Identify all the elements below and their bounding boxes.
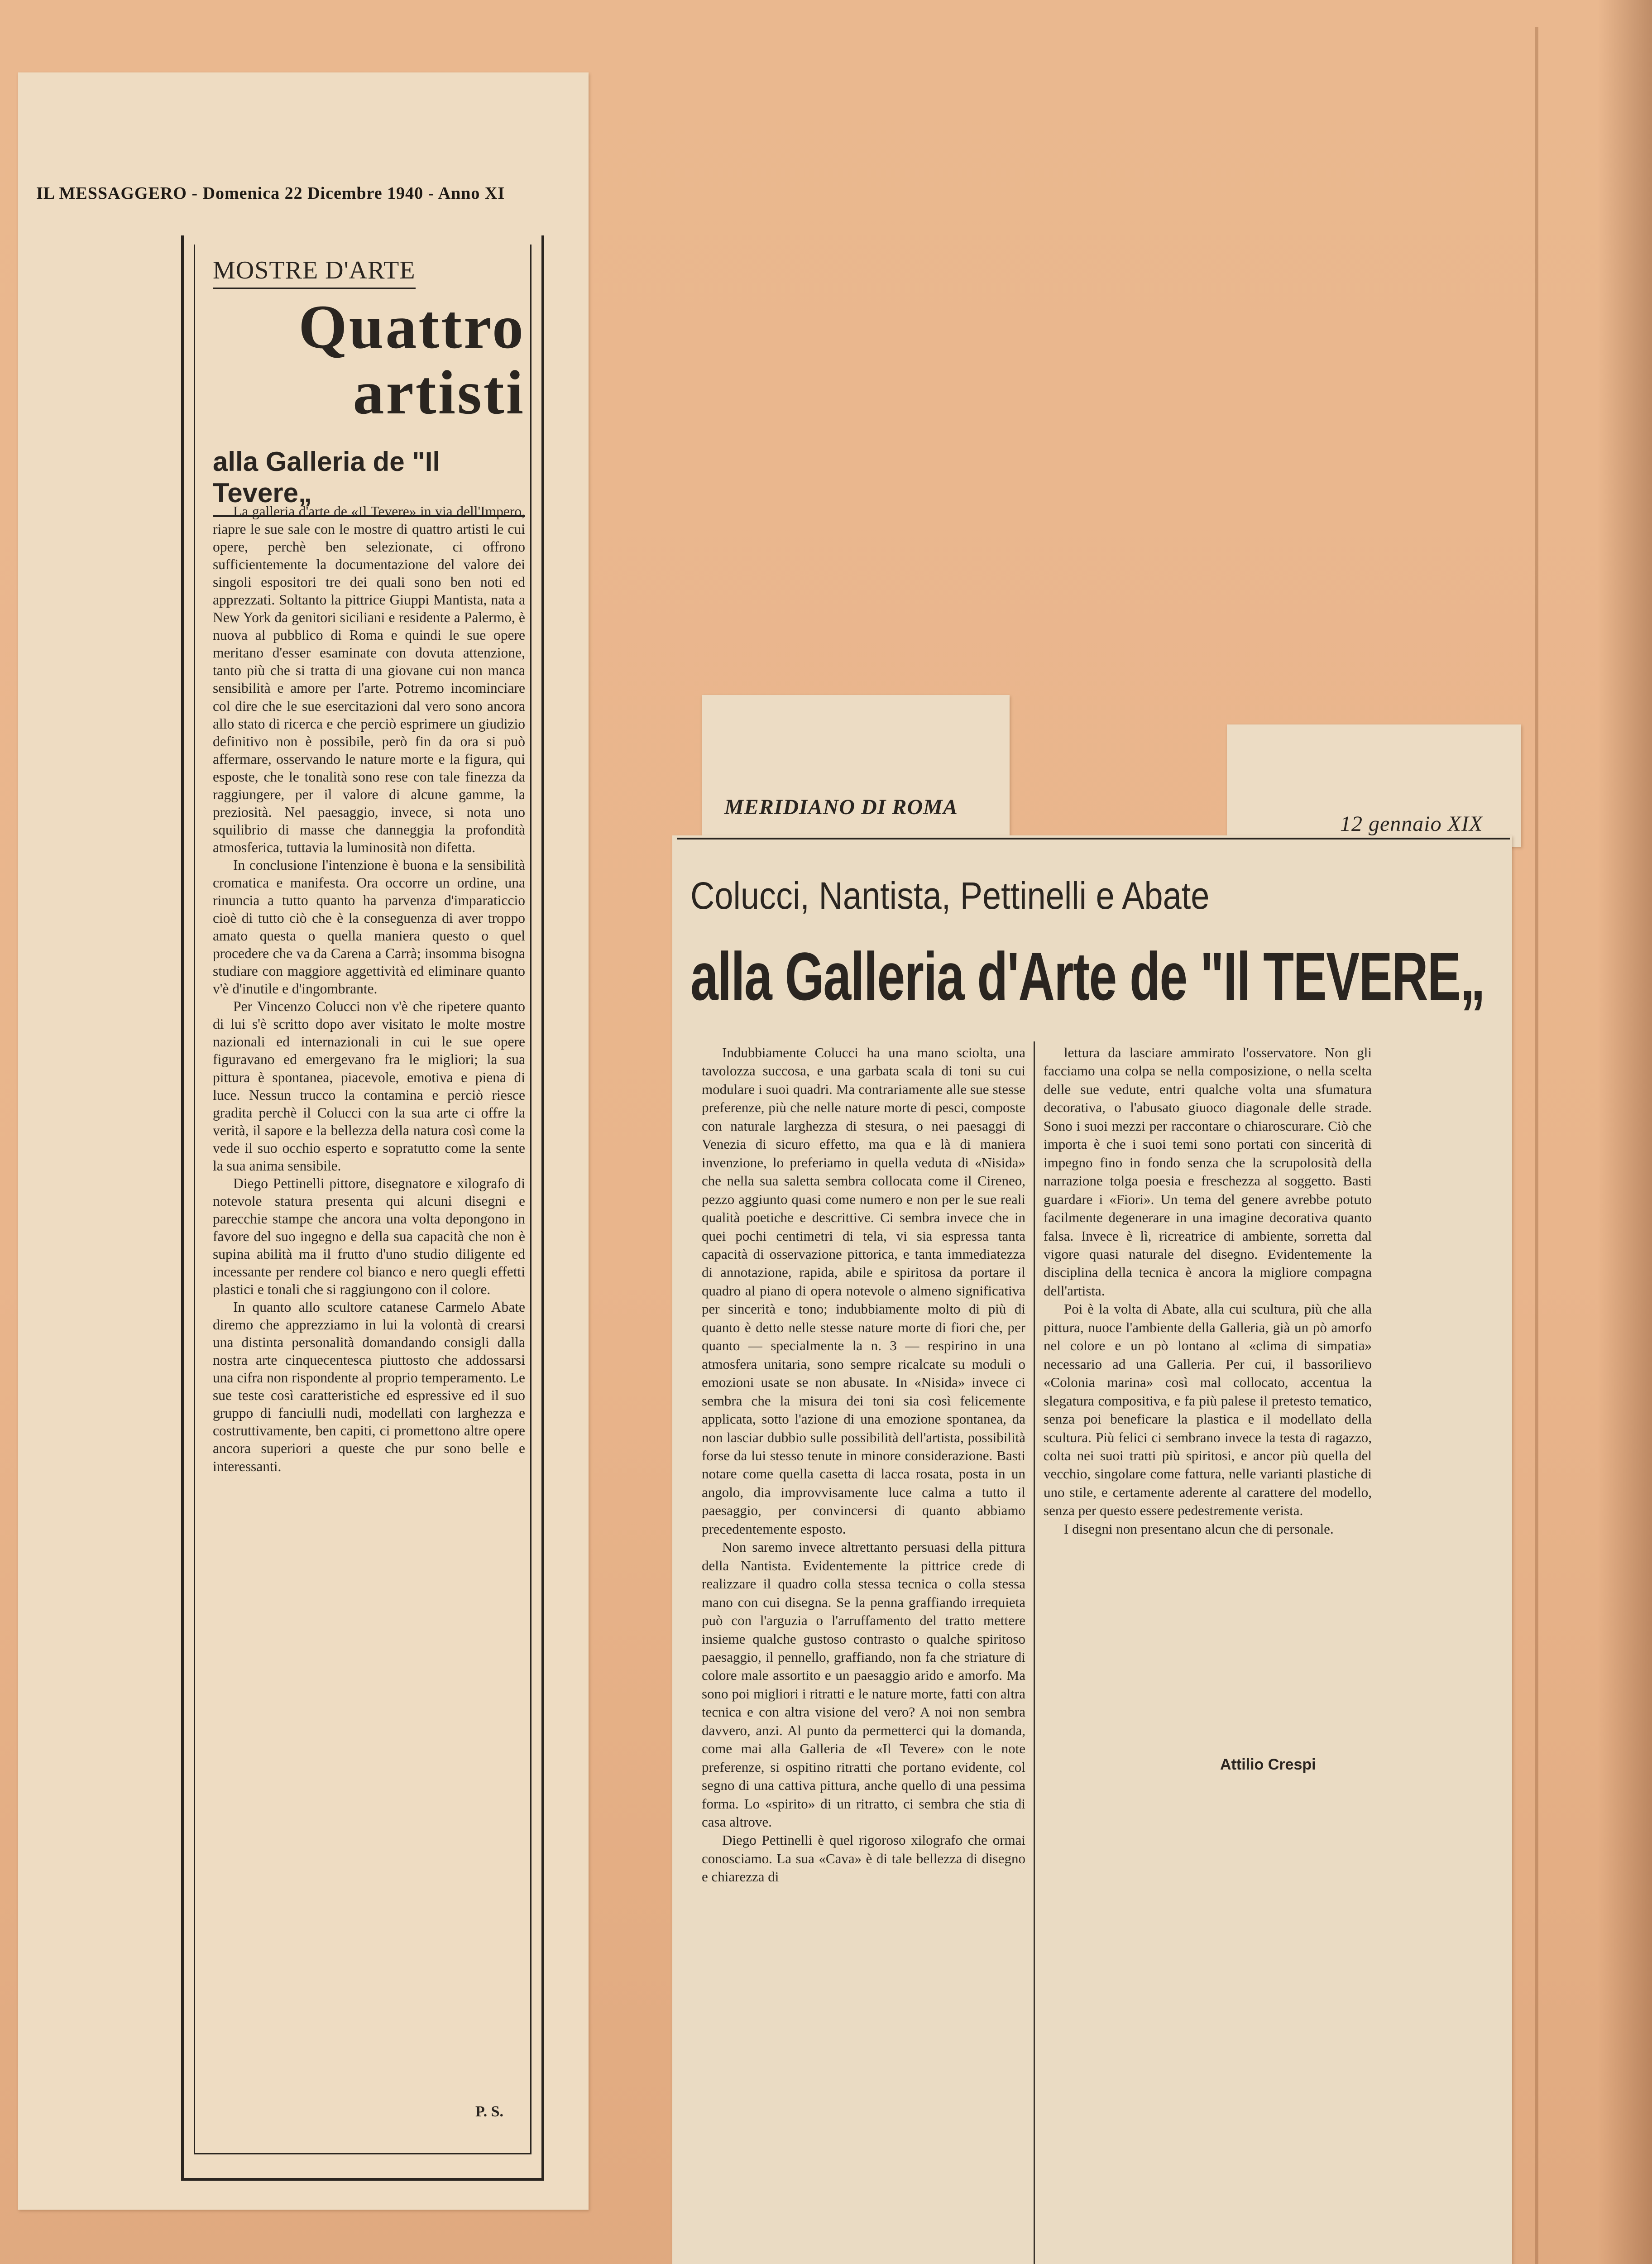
paragraph: Diego Pettinelli è quel rigoroso xilografo che ormai conosciamo. La sua «Cava» è di tale bellezza di disegno e chiarezza di (702, 1832, 1025, 1885)
paragraph: Indubbiamente Colucci ha una mano sciolta, una tavolozza succosa, e una garbata scala di toni su cui modulare i suoi quadri. Ma contrariamente alle sue stesse preferenze, più che nelle nature morte di pesci, composte con naturale larghezza di stesura, o nei paesaggi di Venezia di sicuro effetto, ma qua e là di maniera invenzione, lo preferiamo in quella veduta di «Nisida» che nella sua saletta sembra collocata come il Cireneo, pezzo aggiunto quasi come numero e non per le sue reali qualità poetiche e descrittive. Ci sembra invece che in quei pochi centimetri di tela, vi sia espressa tanta capacità di osservazione pittorica, e tanta immediatezza di annotazione, rapida, abile e spiritosa da portare il quadro al piano di opera notevole o almeno significativa per sincerità e tono; indubbiamente molto di più di quanto è detto nelle stesse nature morte di fiori che, per quanto — specialmente la n. 3 — respirino in una atmosfera unitaria, sono sempre ricalcate su moduli o emozioni usate se non abusate. In «Nisida» invece ci sembra che la misura dei toni sia così felicemente applicata, sotto l'azione di una emozione spontanea, da non lasciar dubbio sulle possibilità dell'artista, possibilità forse da lui stesso tenute in minore considerazione. Basti notare come quella casetta di lacca rosata, posta in un angolo, dia improvvisamente luce calma a tutto il paesaggio, per convincersi di quanto abbiamo precedentemente esposto. (702, 1045, 1025, 1537)
subheadline: alla Galleria de "Il Tevere„ (213, 446, 525, 517)
paragraph: Non saremo invece altrettanto persuasi della pittura della Nantista. Evidentemente la pittrice crede di realizzare il quadro colla stessa tecnica o colla stessa mano con cui disegna. Se la penna graffiando irrequieta può con l'arguzia o l'arruffamento del tratto mettere insieme qualche gustoso contrasto o qualche spiritoso paesaggio, il pennello, graffiando, non fa che striature di colore male assortito e un paesaggio arido e amorfo. Ma sono poi migliori i ritratti e le nature morte, fatti con altra tecnica e con altra visione del vero? A noi non sembra davvero, anzi. Al punto da permetterci qui la domanda, come mai alla Galleria de «Il Tevere» con le note preferenze, si ospitino ritratti che portano evidente, col segno di una cattiva pittura, anche quello di una pessima forma. Lo «spirito» di un ritratto, ci sembra che stia di casa altrove. (702, 1539, 1025, 1830)
paragraph: In quanto allo scultore catanese Carmelo Abate diremo che apprezziamo in lui la volontà di crearsi una distinta personalità domandando consigli dalla nostra arte cinquecentesca piuttosto che addossarsi una cifra non rispondente al proprio temperamento. Le sue teste così caratteristiche ed espressive ed il suo gruppo di fanciulli nudi, modellati con larghezza e costruttivamente, ben capiti, ci promettono altre opere ancora superiori a queste che pur sono belle e interessanti. (213, 1299, 525, 1474)
headline-line-2: artisti (353, 357, 525, 427)
paragraph: Diego Pettinelli pittore, disegnatore e xilografo di notevole statura presenta qui alcuni disegni e parecchie stampe che ancora una volta depongono in favore del suo ingegno e della sua capacità che non è supina abilità ma il frutto d'uno studio diligente ed incessante per rendere col bianco e nero quegli effetti plastici e tonali che si raggiungono con il colore. (213, 1175, 525, 1298)
signature-ps: P. S. (475, 2103, 504, 2120)
paragraph: In conclusione l'intenzione è buona e la sensibilità cromatica e manifesta. Ora occorre un ordine, una rinuncia a tutto quanto ha parvenza d'imparaticcio cioè di tutto ciò che è la conseguenza di aver troppo amato questa o quella maniera questo o quel procedere che va da Carena a Carrà; insomma bisogna studiare con maggiore aggettività ed eliminare quanto v'è d'inutile e d'ingombrante. (213, 857, 525, 997)
article-body-messaggero (213, 503, 525, 1475)
column-divider (1034, 1041, 1035, 2264)
headline-quattro-artisti (213, 294, 525, 426)
paragraph: lettura da lasciare ammirato l'osservatore. Non gli facciamo una colpa se nella composizione, o nella scelta delle sue vedute, entri qualche volta una sfumatura decorativa, o l'abusato giuoco diagonale delle strade. Sono i suoi mezzi per raccontare o chiaroscurare. Ciò che importa è che i suoi temi sono portati con sincerità di impegno fino in fondo senza che la scrupolosità della narrazione tolga poesia e freschezza al soggetto. Basti guardare i «Fiori». Un tema del genere avrebbe potuto facilmente degenerare in una imagine decorativa quanto falsa. Invece è lì, ricreatrice di ambiente, sorretta dal vigore quasi naturale del disegno. Evidentemente la disciplina della tecnica è ancora la migliore compagna dell'artista. (1044, 1045, 1372, 1299)
article-column-2 (1044, 1044, 1372, 1538)
headline-artists: Colucci, Nantista, Pettinelli e Abate (690, 874, 1210, 917)
signature-attilio-crespi: Attilio Crespi (1220, 1756, 1316, 1773)
clipping-meridiano-masthead-strip (702, 695, 1010, 844)
masthead-rule (677, 838, 1510, 839)
paragraph: Poi è la volta di Abate, alla cui scultura, più che alla pittura, nuoce l'ambiente della Galleria, già un pò amorfo nel colore e un pò lontano al «clima di simpatia» necessario ad una Galleria. Per cui, il bassorilievo «Colonia marina» così mal collocato, accentua la slegatura compositiva, e fa più palese il pretesto tematico, senza poi beneficare la plastica e il modellato della scultura. Più felici ci sembrano invece la testa di ragazzo, colta nei suoi tratti più spiritosi, e ancor più quella del vecchio, singolare come fattura, nelle varianti plastiche di uno stile, e certamente aderente al carattere del modello, senza per questo essere pedestremente verista. (1044, 1301, 1372, 1519)
masthead-meridiano: MERIDIANO DI ROMA (724, 795, 958, 819)
masthead-messaggero: IL MESSAGGERO - Domenica 22 Dicembre 1940 - Anno XI (36, 184, 505, 203)
page-edge (1535, 27, 1538, 2264)
article-column-1 (702, 1044, 1025, 1886)
paragraph: I disegni non presentano alcun che di personale. (1064, 1521, 1334, 1537)
paragraph: La galleria d'arte de «Il Tevere» in via dell'Impero, riapre le sue sale con le mostre di quattro artisti le cui opere, perchè ben selezionate, ci offrono sufficientemente la documentazione del valore dei singoli espositori tre dei quali sono ben noti ed apprezzati. Soltanto la pittrice Giuppi Mantista, nata a New York da genitori siciliani e residente a Palermo, è nuova al pubblico di Roma e quindi le sue opere meritano d'esser esaminate con dovuta attenzione, tanto più che si tratta di una giovane cui non manca sensibilità e amore per l'arte. Potremo incominciare col dire che le sue esercitazioni dal vero sono ancora allo stato di ricerca e che perciò esprimere un giudizio definitivo non è possibile, però fin da ora si può affermare, osservando le nature morte e la figura, qui esposte, che le tonalità sono rese con tale finezza da raggiungere, per il valore di alcune gamme, la preziosità. Nel paesaggio, invece, si nota uno squilibrio di masse che danneggia la profondità atmosferica, tuttavia la luminosità non difetta. (213, 504, 525, 855)
headline-galleria: alla Galleria d'Arte de "Il TEVERE„ (690, 938, 1485, 1014)
headline-line-1: Quattro (298, 292, 525, 361)
masthead-date: 12 gennaio XIX (1340, 812, 1483, 836)
paragraph: Per Vincenzo Colucci non v'è che ripetere quanto di lui s'è scritto dopo aver visitato le molte mostre nazionali ed internazionali in cui le sue opere figuravano ed emergevano fra le migliori; la sua pittura è spontanea, piacevole, emotiva e piena di luce. Nessun trucco la contamina e perciò riesce gradita perchè il Colucci con la sua arte ci offre la verità, il sapore e la bellezza della natura così come la vede il suo occhio esperto e sopratutto come la sente la sua anima sensibile. (213, 998, 525, 1174)
section-kicker: MOSTRE D'ARTE (213, 256, 416, 289)
page-shadow (1598, 0, 1652, 2264)
